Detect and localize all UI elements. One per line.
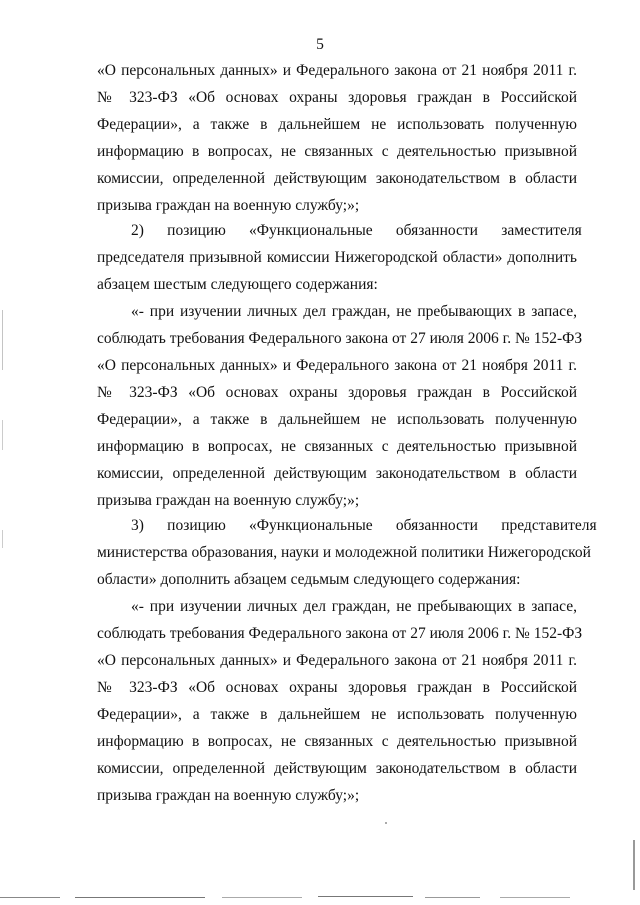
text-line: Федерации», а также в дальнейшем не использовать полученную <box>97 411 577 428</box>
text-line: «- при изучении личных дел граждан, не пребывающих в запасе, <box>131 303 577 320</box>
text-line: Федерации», а также в дальнейшем не использовать полученную <box>97 706 577 723</box>
scan-margin-mark <box>2 530 3 548</box>
scan-bottom-line <box>222 897 302 898</box>
text-line: информацию в вопросах, не связанных с деятельностью призывной <box>97 143 577 160</box>
text-line: комиссии, определенной действующим законодательством в области <box>97 465 577 482</box>
text-line: министерства образования, науки и молодежной политики Нижегородской <box>97 544 591 561</box>
scan-bottom-line <box>425 897 480 898</box>
text-line: председателя призывной комиссии Нижегородской области» дополнить <box>97 249 577 266</box>
text-line: «О персональных данных» и Федерального закона от 21 ноября 2011 г. <box>97 62 577 79</box>
text-line: абзацем шестым следующего содержания: <box>97 276 378 293</box>
text-line: «О персональных данных» и Федерального закона от 21 ноября 2011 г. <box>97 357 577 374</box>
text-line: «- при изучении личных дел граждан, не пребывающих в запасе, <box>131 598 577 615</box>
text-line: 3) позицию «Функциональные обязанности представителя <box>131 517 597 534</box>
text-line: «О персональных данных» и Федерального закона от 21 ноября 2011 г. <box>97 652 577 669</box>
text-line: комиссии, определенной действующим законодательством в области <box>97 170 577 187</box>
text-line: соблюдать требования Федерального закона от 27 июля 2006 г. № 152-ФЗ <box>97 330 583 347</box>
text-line: информацию в вопросах, не связанных с деятельностью призывной <box>97 733 577 750</box>
scan-margin-mark <box>2 310 3 370</box>
text-line: № 323-ФЗ «Об основах охраны здоровья граждан в Российской <box>97 89 577 106</box>
text-line: 2) позицию «Функциональные обязанности заместителя <box>131 222 582 239</box>
scan-bottom-line <box>318 896 413 897</box>
text-line: комиссии, определенной действующим законодательством в области <box>97 760 577 777</box>
scan-bottom-line <box>500 897 570 898</box>
text-line: № 323-ФЗ «Об основах охраны здоровья граждан в Российской <box>97 384 577 401</box>
text-line: призыва граждан на военную службу;»; <box>97 197 360 214</box>
scan-bottom-line <box>75 897 205 898</box>
scan-bottom-line <box>0 897 60 898</box>
text-line: Федерации», а также в дальнейшем не использовать полученную <box>97 116 577 133</box>
text-line: информацию в вопросах, не связанных с деятельностью призывной <box>97 438 577 455</box>
text-line: № 323-ФЗ «Об основах охраны здоровья граждан в Российской <box>97 679 577 696</box>
scan-edge-mark <box>633 840 635 890</box>
text-line: призыва граждан на военную службу;»; <box>97 787 360 804</box>
scan-dot <box>385 822 387 824</box>
text-line: призыва граждан на военную службу;»; <box>97 492 360 509</box>
scan-margin-mark <box>2 420 3 450</box>
page-number: 5 <box>316 36 324 53</box>
text-line: области» дополнить абзацем седьмым следующего содержания: <box>97 571 521 588</box>
text-line: соблюдать требования Федерального закона от 27 июля 2006 г. № 152-ФЗ <box>97 625 583 642</box>
